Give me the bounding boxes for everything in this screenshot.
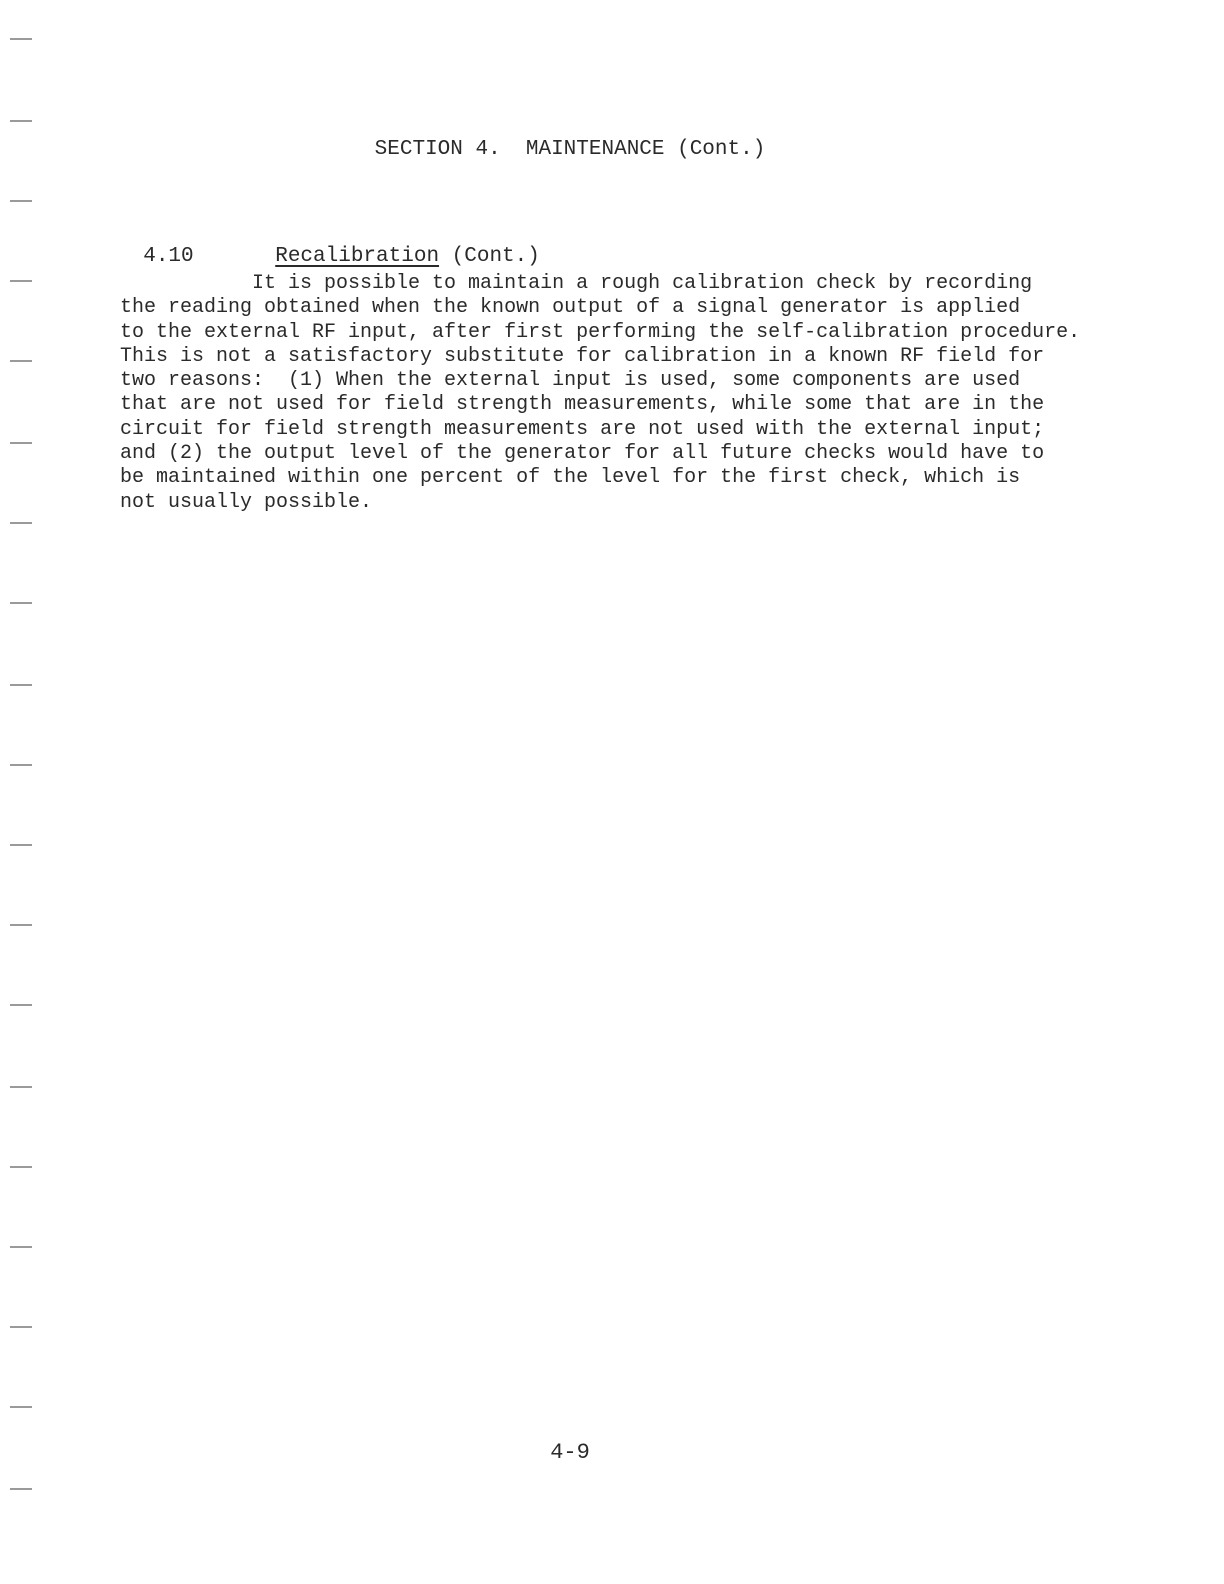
binding-mark: [10, 442, 32, 444]
binding-mark: [10, 38, 32, 40]
paragraph-line: that are not used for field strength measurements, while some that are in the: [120, 393, 1045, 417]
body-paragraph: [120, 272, 1110, 515]
binding-mark: [10, 1326, 32, 1328]
subsection-heading: [118, 222, 540, 268]
binding-mark: [10, 1246, 32, 1248]
paragraph-line: It is possible to maintain a rough calibration check by recording: [120, 272, 1033, 295]
page-number: 4-9: [550, 1440, 590, 1465]
binding-mark: [10, 764, 32, 766]
paragraph-line: two reasons: (1) When the external input is used, some components are used: [120, 369, 1021, 393]
binding-mark: [10, 684, 32, 686]
paragraph-line: This is not a satisfactory substitute for calibration in a known RF field for: [120, 344, 1045, 368]
binding-margin: [0, 0, 34, 1584]
paragraph-line: circuit for field strength measurements are not used with the external input;: [120, 417, 1045, 441]
subsection-number: 4.10: [143, 245, 194, 268]
paragraph-line: be maintained within one percent of the level for the first check, which is: [120, 466, 1021, 490]
binding-mark: [10, 120, 32, 122]
binding-mark: [10, 280, 32, 282]
binding-mark: [10, 1004, 32, 1006]
binding-mark: [10, 522, 32, 524]
paragraph-line: and (2) the output level of the generator for all future checks would have to: [120, 442, 1045, 466]
binding-mark: [10, 360, 32, 362]
binding-mark: [10, 602, 32, 604]
paragraph-line: to the external RF input, after first performing the self-calibration procedure.: [120, 320, 1081, 344]
binding-mark: [10, 200, 32, 202]
binding-mark: [10, 844, 32, 846]
binding-mark: [10, 1488, 32, 1490]
paragraph-line: not usually possible.: [120, 490, 373, 514]
binding-mark: [10, 924, 32, 926]
section-heading: SECTION 4. MAINTENANCE (Cont.): [374, 138, 766, 161]
subsection-suffix: (Cont.): [439, 245, 540, 268]
paragraph-line: the reading obtained when the known output of a signal generator is applied: [120, 296, 1021, 320]
binding-mark: [10, 1406, 32, 1408]
binding-mark: [10, 1086, 32, 1088]
binding-mark: [10, 1166, 32, 1168]
subsection-title: Recalibration: [275, 245, 440, 268]
